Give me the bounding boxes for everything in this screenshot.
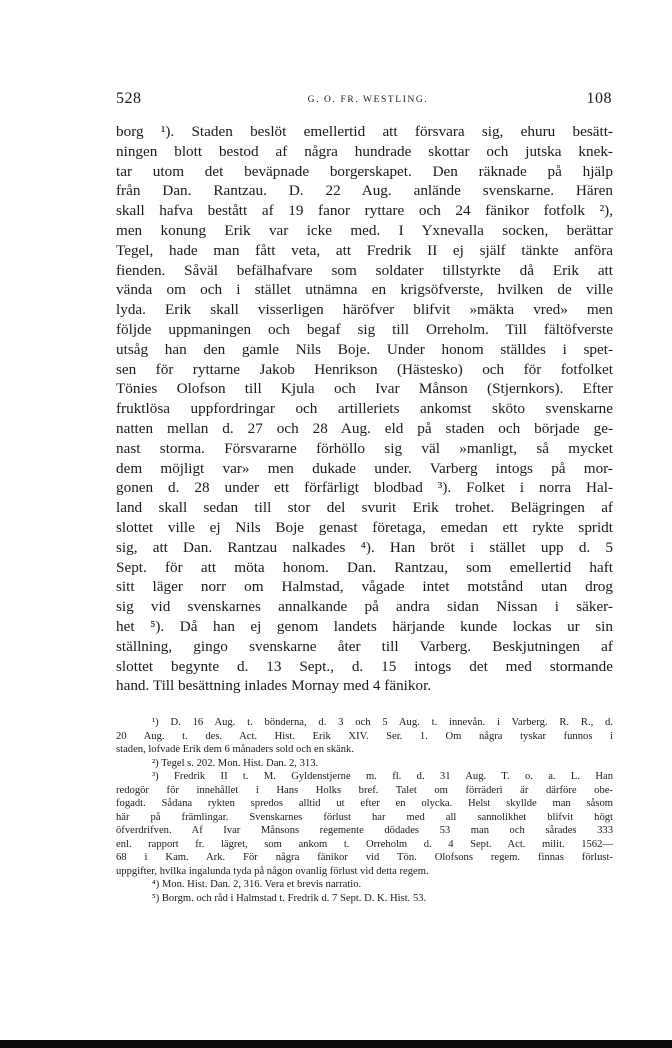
text-line: utsåg han den gamle Nils Boje. Under honom ställdes i spet- — [116, 340, 613, 358]
text-line: ningen blott bestod af några hundrade skottar och jutska knek- — [116, 142, 613, 160]
page-header — [116, 90, 620, 116]
footnote-line: här på främlingar. Svenskarnes förlust har med all sannolikhet blifvit högt — [116, 811, 613, 823]
footnotes — [116, 716, 613, 905]
text-line: Sept. för att möta honom. Dan. Rantzau, som emellertid haft — [116, 558, 613, 576]
text-line: slottet ville ej Nils Boje genast företaga, emedan ett rykte spridt — [116, 518, 613, 536]
main-text — [116, 122, 613, 696]
page-number-right: 108 — [586, 90, 612, 107]
text-line: slottet begynte d. 13 Sept., d. 15 intogs det med stormande — [116, 657, 613, 675]
footnote-line: staden, lofvade Erik dem 6 månaders sold och en skänk. — [116, 744, 354, 755]
text-line: sig vid svenskarnes annalkande på andra sidan Nissan i säker- — [116, 598, 613, 616]
text-line: ställning, gingo svenskarne åter till Varberg. Beskjutningen af — [116, 637, 613, 655]
text-line: följde uppmaningen och begaf sig till Orreholm. Till fältöfverste — [116, 320, 613, 338]
footnote-line: uppgifter, hvilka ingalunda tyda på någon ovanlig förlust vid detta regem. — [116, 865, 429, 877]
footnote-line: redogör för innehållet i Hans Holks bref. Talet om förräderi är därföre obe- — [116, 784, 613, 796]
text-line: från Dan. Rantzau. D. 22 Aug. anlände svenskarne. Hären — [116, 182, 613, 200]
text-line: borg ¹). Staden beslöt emellertid att försvara sig, ehuru besätt- — [116, 123, 613, 140]
text-line: sitt läger norr om Halmstad, vågade intet motstånd utan drog — [116, 578, 613, 596]
footnote — [116, 716, 613, 757]
footnote-line: ⁵) Borgm. och råd i Halmstad t. Fredrik d. 7 Sept. D. K. Hist. 53. — [152, 892, 427, 904]
footnote-line: ²) Tegel s. 202. Mon. Hist. Dan. 2, 313. — [152, 757, 319, 769]
text-line: hand. Till besättning inlades Mornay med 4 fänikor. — [116, 677, 432, 695]
text-line: fienden. Såväl befälhafvare som soldater tillstyrkte då Erik att — [116, 261, 613, 279]
footnote-line: ⁴) Mon. Hist. Dan. 2, 316. Vera et brevis narratio. — [152, 879, 362, 890]
text-line: tar utom det beväpnade borgerskapet. Den räknade på hjälp — [116, 162, 613, 180]
footnote — [116, 757, 613, 771]
text-line: skall hafva bestått af 19 fanor ryttare och 24 fänikor fotfolk ²), — [116, 202, 613, 220]
text-line: lyda. Erik skall visserligen häröfver blifvit »mäkta vred» men — [116, 301, 613, 319]
footnote — [116, 892, 613, 906]
running-head: G. O. FR. WESTLING. — [307, 95, 429, 105]
footnote-line: öfverdrifven. Af Ivar Månsons regemente dödades 53 man och sårades 333 — [116, 825, 613, 836]
text-line: fruktlösa uppfordringar och artilleriets ankomst sköto svenskarne — [116, 400, 613, 418]
text-line: het ⁵). Då han ej genom landets härjande kunde lockas ur sin — [116, 617, 613, 635]
footnote-line: fogadt. Sådana rykten spredos alltid ut efter en olycka. Helst skyllde man såsom — [116, 798, 613, 809]
footnote-line: enl. rapport fr. lägret, som ankom t. Orreholm d. 4 Sept. Act. milit. 1562— — [116, 838, 613, 850]
text-line: vända om och i stället utnämna en krigsöfverste, hvilken de ville — [116, 281, 613, 299]
footnote-line: ³) Fredrik II t. M. Gyldenstjerne m. fl. d. 31 Aug. T. o. a. L. Han — [152, 771, 613, 782]
footnote — [116, 770, 613, 878]
text-line: men konung Erik var icke med. I Yxnevalla socken, berättar — [116, 221, 613, 239]
scan-edge — [0, 1040, 672, 1048]
footnote-line: 68 i Kam. Ark. För några fänikor vid Tön. Olofsons regem. finnas förlust- — [116, 852, 613, 863]
text-line: gonen d. 28 under ett förfärligt blodbad ³). Folket i norra Hal- — [116, 479, 613, 497]
text-line: land skall sedan till stor del svurit Erik trohet. Belägringen af — [116, 499, 613, 517]
text-line: Tönies Olofson till Kjula och Ivar Månson (Stjernkors). Efter — [116, 380, 613, 398]
footnote — [116, 878, 613, 892]
text-line: nast storma. Försvararne förhöllo sig väl »manligt, så mycket — [116, 439, 613, 457]
footnote-line: ¹) D. 16 Aug. t. bönderna, d. 3 och 5 Aug. t. innevån. i Varberg. R. R., d. — [152, 717, 613, 728]
text-line: sig, att Dan. Rantzau nalkades ⁴). Han bröt i stället upp d. 5 — [116, 538, 613, 556]
text-line: dem möjligt var» men dukade under. Varberg intogs på mor- — [116, 459, 613, 477]
footnote-line: 20 Aug. t. des. Act. Hist. Erik XIV. Ser. 1. Om några tyskar funnos i — [116, 730, 613, 742]
text-line: Tegel, hade man fått veta, att Fredrik II ej själf tänkte anföra — [116, 241, 613, 259]
text-line: natten mellan d. 27 och 28 Aug. eld på staden och började ge- — [116, 419, 613, 437]
text-line: sen för ryttarne Jakob Henrikson (Hästesko) och för fotfolket — [116, 360, 613, 378]
page-number-left: 528 — [116, 90, 142, 107]
